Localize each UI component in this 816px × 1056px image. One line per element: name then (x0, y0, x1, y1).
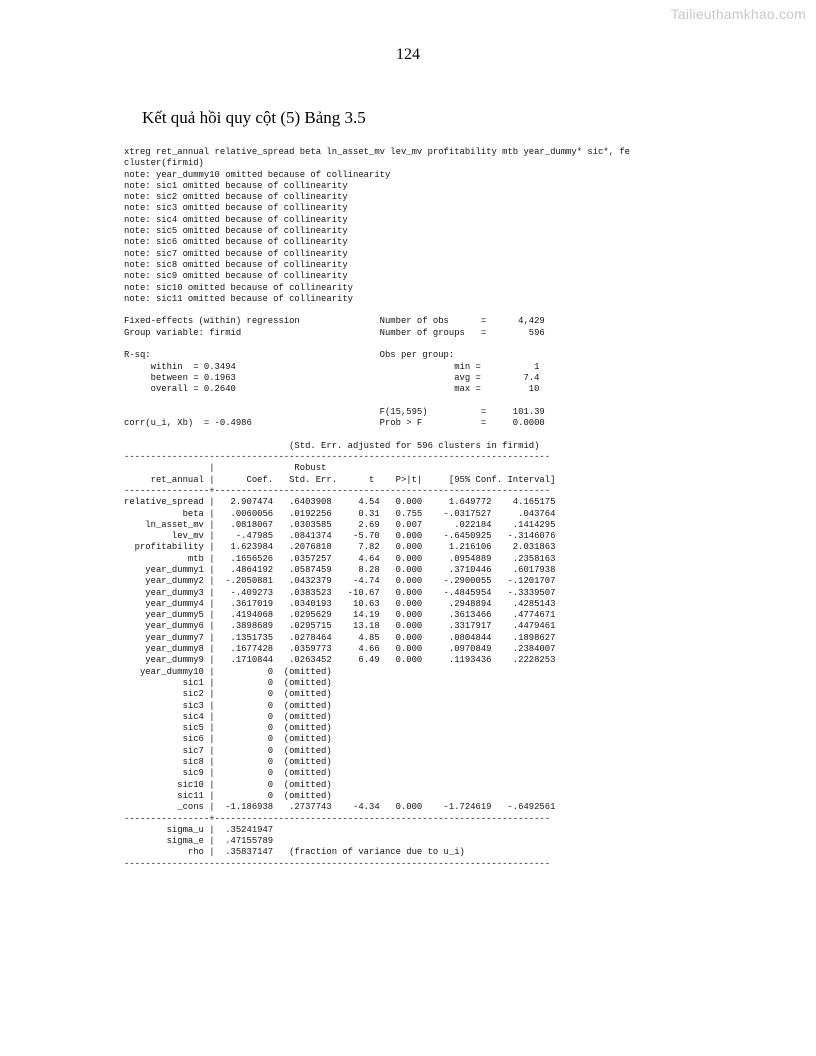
output-line: rho | .35837147 (fraction of variance due to u_i) (124, 847, 465, 858)
output-line: cluster(firmid) (124, 158, 204, 169)
output-line: sic9 | 0 (omitted) (124, 768, 332, 779)
output-line: (Std. Err. adjusted for 596 clusters in firmid) (124, 440, 540, 451)
output-line: sic10 | 0 (omitted) (124, 779, 332, 790)
output-line: note: sic8 omitted because of collinearity (124, 259, 348, 270)
output-line: year_dummy7 | .1351735 .0278464 4.85 0.000 .0804844 .1898627 (124, 632, 556, 643)
output-line: note: sic4 omitted because of collinearity (124, 214, 348, 225)
output-line: ln_asset_mv | .0818067 .0303585 2.69 0.007 .022184 .1414295 (124, 519, 556, 530)
output-line: note: sic3 omitted because of collinearity (124, 203, 348, 214)
output-line: Group variable: firmid Number of groups = 596 (124, 327, 545, 338)
output-line: sic11 | 0 (omitted) (124, 790, 332, 801)
output-line: note: sic10 omitted because of collinearity (124, 282, 354, 293)
output-line: year_dummy10 | 0 (omitted) (124, 666, 332, 677)
output-line: mtb | .1656526 .0357257 4.64 0.000 .0954889 .2358163 (124, 553, 556, 564)
output-line: note: sic11 omitted because of collinearity (124, 293, 354, 304)
output-line: sic7 | 0 (omitted) (124, 745, 332, 756)
output-line: profitability | 1.623984 .2076818 7.82 0.000 1.216106 2.031863 (124, 542, 556, 553)
output-line: Fixed-effects (within) regression Number of obs = 4,429 (124, 316, 545, 327)
watermark: Tailieuthamkhao.com (670, 6, 806, 22)
output-line: | Robust (124, 463, 327, 474)
output-line: note: sic2 omitted because of collinearity (124, 192, 348, 203)
output-line: note: sic6 omitted because of collinearity (124, 237, 348, 248)
output-line: overall = 0.2640 max = 10 (124, 384, 540, 395)
output-line: year_dummy8 | .1677428 .0359773 4.66 0.000 .0970849 .2384007 (124, 644, 556, 655)
output-line: corr(u_i, Xb) = -0.4986 Prob > F = 0.0000 (124, 418, 545, 429)
output-line: F(15,595) = 101.39 (124, 406, 545, 417)
output-line: within = 0.3494 min = 1 (124, 361, 540, 372)
output-line: note: sic7 omitted because of collinearity (124, 248, 348, 259)
output-line: year_dummy3 | -.409273 .0383523 -10.67 0.000 -.4845954 -.3339507 (124, 587, 556, 598)
output-line: -------------------------------------------------------------------------------- (124, 452, 551, 463)
output-line: -------------------------------------------------------------------------------- (124, 858, 551, 869)
output-line: year_dummy1 | .4864192 .0587459 8.28 0.000 .3710446 .6017938 (124, 564, 556, 575)
page-number: 124 (396, 46, 420, 63)
output-line: sic2 | 0 (omitted) (124, 689, 332, 700)
section-title: Kết quả hồi quy cột (5) Bảng 3.5 (142, 108, 366, 127)
output-line: sic3 | 0 (omitted) (124, 700, 332, 711)
output-line: note: sic9 omitted because of collinearity (124, 271, 348, 282)
output-line: sic8 | 0 (omitted) (124, 757, 332, 768)
output-line: relative_spread | 2.907474 .6403908 4.54 0.000 1.649772 4.165175 (124, 497, 556, 508)
output-line: year_dummy9 | .1710844 .0263452 6.49 0.000 .1193436 .2228253 (124, 655, 556, 666)
output-line: sic5 | 0 (omitted) (124, 723, 332, 734)
output-line: year_dummy4 | .3617019 .0340193 10.63 0.000 .2948894 .4285143 (124, 598, 556, 609)
output-line: ----------------+--------------------------------------------------------------- (124, 485, 551, 496)
output-line: xtreg ret_annual relative_spread beta ln_asset_mv lev_mv profitability mtb year_dummy* sic*, fe (124, 147, 630, 157)
output-line: R-sq: Obs per group: (124, 350, 455, 361)
output-line: lev_mv | -.47985 .0841374 -5.70 0.000 -.6450925 -.3146076 (124, 531, 556, 542)
stata-regression-output (124, 147, 630, 870)
output-line: beta | .0060056 .0192256 0.31 0.755 -.0317527 .043764 (124, 508, 556, 519)
output-line: ----------------+--------------------------------------------------------------- (124, 813, 551, 824)
output-line: between = 0.1963 avg = 7.4 (124, 372, 540, 383)
output-line: sic4 | 0 (omitted) (124, 711, 332, 722)
output-line: _cons | -1.186938 .2737743 -4.34 0.000 -1.724619 -.6492561 (124, 802, 556, 813)
output-line: year_dummy6 | .3898689 .0295715 13.18 0.000 .3317917 .4479461 (124, 621, 556, 632)
output-line: sic6 | 0 (omitted) (124, 734, 332, 745)
output-line: year_dummy2 | -.2050881 .0432379 -4.74 0.000 -.2900055 -.1201707 (124, 576, 556, 587)
output-line: ret_annual | Coef. Std. Err. t P>|t| [95% Conf. Interval] (124, 474, 556, 485)
output-line: sigma_e | .47155789 (124, 836, 274, 847)
output-line: note: sic1 omitted because of collinearity (124, 180, 348, 191)
output-line: sigma_u | .35241947 (124, 824, 274, 835)
output-line: note: year_dummy10 omitted because of collinearity (124, 169, 391, 180)
output-line: sic1 | 0 (omitted) (124, 677, 332, 688)
output-line: year_dummy5 | .4194068 .0295629 14.19 0.000 .3613466 .4774671 (124, 610, 556, 621)
output-line: note: sic5 omitted because of collinearity (124, 226, 348, 237)
